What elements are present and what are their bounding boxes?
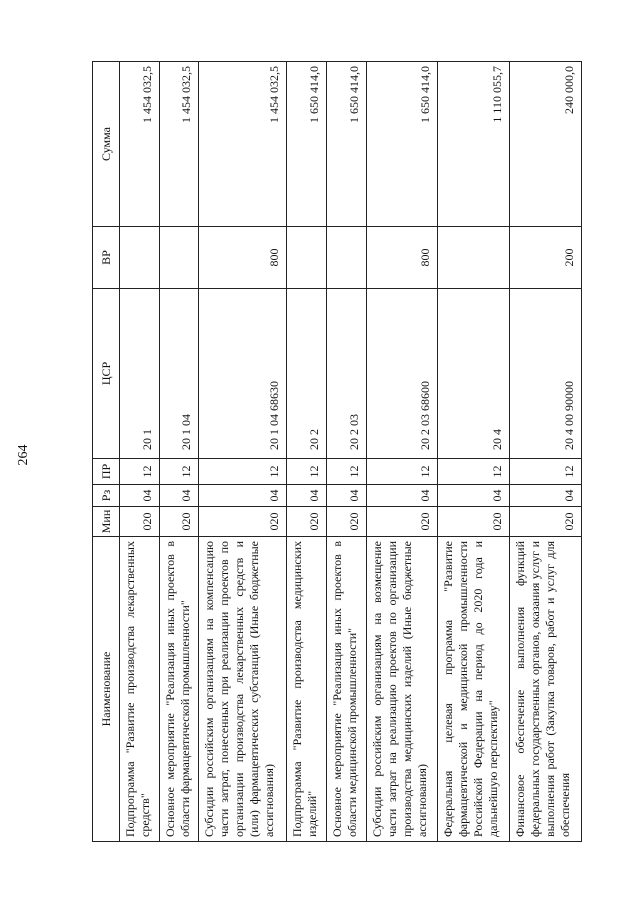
cell-sum: 240 000,0 <box>510 62 582 227</box>
cell-name: Финансовое обеспечение выполнения функций федеральных государственных органов, оказания услуг и выполнения работ (Закупка товаров, работ и услуг для обеспечения <box>510 537 582 842</box>
cell-min: 020 <box>120 507 160 537</box>
cell-pr: 12 <box>287 459 327 485</box>
cell-sum: 1 650 414,0 <box>366 62 438 227</box>
table-row <box>287 62 327 842</box>
cell-rz: 04 <box>159 485 199 507</box>
cell-name: Основное мероприятие "Реализация иных проектов в области медицинской промышленности" <box>326 537 366 842</box>
table-row <box>199 62 287 842</box>
cell-sum: 1 454 032,5 <box>120 62 160 227</box>
cell-csr: 20 2 03 <box>326 289 366 459</box>
cell-csr: 20 1 <box>120 289 160 459</box>
cell-name: Подпрограмма "Развитие производства лекарственных средств" <box>120 537 160 842</box>
cell-rz: 04 <box>199 485 287 507</box>
table-row <box>326 62 366 842</box>
header-sum: Сумма <box>93 62 120 227</box>
cell-name: Субсидии российским организациям на возмещение части затрат на реализацию проектов по организации производства медицинских изделий (Иные бюджетные ассигнования) <box>366 537 438 842</box>
header-min: Мин <box>93 507 120 537</box>
header-pr: ПР <box>93 459 120 485</box>
cell-min: 020 <box>287 507 327 537</box>
cell-sum: 1 454 032,5 <box>159 62 199 227</box>
cell-vr <box>326 227 366 289</box>
table-row <box>366 62 438 842</box>
cell-sum: 1 454 032,5 <box>199 62 287 227</box>
cell-name: Субсидии российским организациям на компенсацию части затрат, понесенных при реализации проектов по организации производства лекарственных средств и (или) фармацевтических субстанций (Иные бюджетные ассигнования) <box>199 537 287 842</box>
header-vr: ВР <box>93 227 120 289</box>
rotated-table-container <box>92 62 582 842</box>
cell-pr: 12 <box>120 459 160 485</box>
header-rz: Рз <box>93 485 120 507</box>
cell-sum: 1 650 414,0 <box>287 62 327 227</box>
cell-rz: 04 <box>438 485 510 507</box>
table-row <box>159 62 199 842</box>
cell-pr: 12 <box>326 459 366 485</box>
cell-csr: 20 4 00 90000 <box>510 289 582 459</box>
cell-vr: 800 <box>199 227 287 289</box>
cell-min: 020 <box>199 507 287 537</box>
cell-vr <box>438 227 510 289</box>
cell-csr: 20 4 <box>438 289 510 459</box>
cell-vr: 200 <box>510 227 582 289</box>
table-row <box>438 62 510 842</box>
page-number: 264 <box>16 444 31 466</box>
cell-sum: 1 110 055,7 <box>438 62 510 227</box>
table-row <box>510 62 582 842</box>
table-header-row <box>93 62 120 842</box>
cell-rz: 04 <box>510 485 582 507</box>
cell-vr <box>287 227 327 289</box>
cell-name: Подпрограмма "Развитие производства медицинских изделий" <box>287 537 327 842</box>
cell-name: Федеральная целевая программа "Развитие фармацевтической и медицинской промышленности Российской Федерации на период до 2020 года и дальнейшую перспективу" <box>438 537 510 842</box>
cell-csr: 20 2 03 68600 <box>366 289 438 459</box>
cell-pr: 12 <box>366 459 438 485</box>
cell-min: 020 <box>159 507 199 537</box>
cell-min: 020 <box>438 507 510 537</box>
cell-name: Основное мероприятие "Реализация иных проектов в области фармацевтической промышленности" <box>159 537 199 842</box>
cell-csr: 20 1 04 <box>159 289 199 459</box>
cell-vr <box>120 227 160 289</box>
cell-min: 020 <box>366 507 438 537</box>
cell-pr: 12 <box>199 459 287 485</box>
header-csr: ЦСР <box>93 289 120 459</box>
cell-rz: 04 <box>120 485 160 507</box>
cell-min: 020 <box>326 507 366 537</box>
cell-vr: 800 <box>366 227 438 289</box>
table-row <box>120 62 160 842</box>
cell-rz: 04 <box>326 485 366 507</box>
cell-csr: 20 2 <box>287 289 327 459</box>
cell-min: 020 <box>510 507 582 537</box>
cell-pr: 12 <box>438 459 510 485</box>
cell-pr: 12 <box>159 459 199 485</box>
cell-rz: 04 <box>366 485 438 507</box>
cell-rz: 04 <box>287 485 327 507</box>
header-name: Наименование <box>93 537 120 842</box>
cell-csr: 20 1 04 68630 <box>199 289 287 459</box>
cell-pr: 12 <box>510 459 582 485</box>
cell-sum: 1 650 414,0 <box>326 62 366 227</box>
budget-table <box>92 61 582 842</box>
cell-vr <box>159 227 199 289</box>
